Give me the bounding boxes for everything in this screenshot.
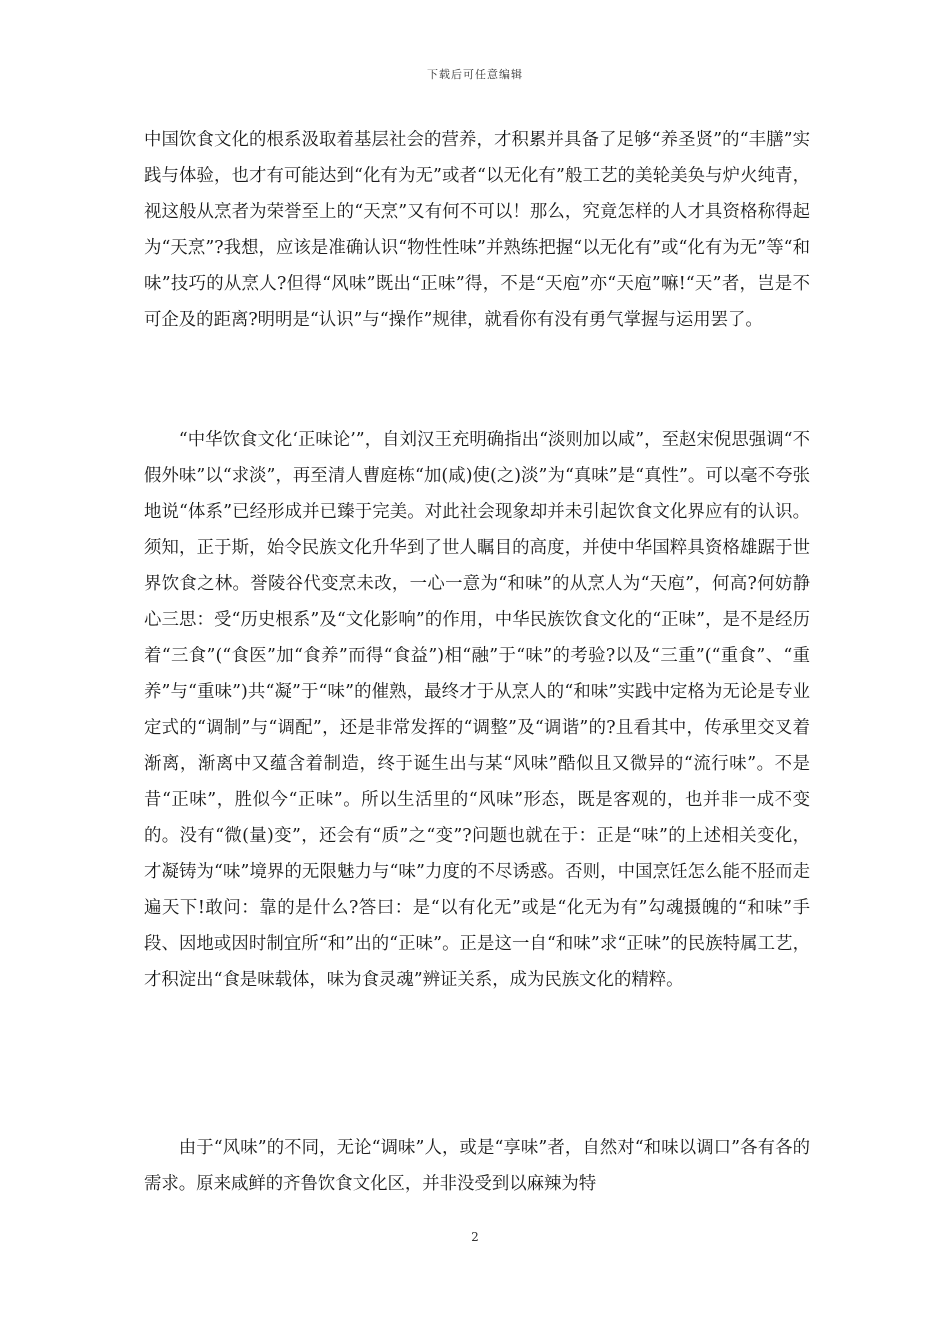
page-header: 下载后可任意编辑	[427, 68, 523, 81]
paragraph-2: “中华饮食文化‘正味论’”，自刘汉王充明确指出“淡则加以咸”，至赵宋倪思强调“不假外味”以“求淡”，再至清人曹庭栋“加(咸)使(之)淡”为“真味”是“真性”。可以毫不夸张地说“体系”已经形成并已臻于完美。对此社会现象却并未引起饮食文化界应有的认识。须知，正于斯，始令民族文化升华到了世人瞩目的高度，并使中华国粹具资格雄踞于世界饮食之林。誉陵谷代变烹未改，一心一意为“和味”的从烹人为“天庖”，何高?何妨静心三思：受“历史根系”及“文化影响”的作用，中华民族饮食文化的“正味”，是不是经历着“三食”(“食医”加“食养”而得“食益”)相“融”于“味”的考验?以及“三重”(“重食”、“重养”与“重味”)共“凝”于“味”的催熟，最终才于从烹人的“和味”实践中定格为无论是专业定式的“调制”与“调配”，还是非常发挥的“调整”及“调谐”的?且看其中，传承里交叉着渐离，渐离中又蕴含着制造，终于诞生出与某“风味”酷似且又微异的“流行味”。不是昔“正味”，胜似今“正味”。所以生活里的“风味”形态，既是客观的，也并非一成不变的。没有“微(量)变”，还会有“质”之“变”?问题也就在于：正是“味”的上述相关变化，才凝铸为“味”境界的无限魅力与“味”力度的不尽诱惑。否则，中国烹饪怎么能不胫而走遍天下!敢问：靠的是什么?答曰：是“以有化无”或是“化无为有”勾魂摄魄的“和味”手段、因地或因时制宜所“和”出的“正味”。正是这一自“和味”求“正味”的民族特属工艺，才积淀出“食是味载体，味为食灵魂”辨证关系，成为民族文化的精粹。	[144, 430, 810, 990]
paragraph-3: 由于“风味”的不同，无论“调味”人，或是“享味”者，自然对“和味以调口”各有各的需求。原来咸鲜的齐鲁饮食文化区，并非没受到以麻辣为特	[144, 1138, 810, 1194]
body-text-block-1	[144, 122, 810, 338]
body-text-block-2	[144, 422, 810, 998]
paragraph-1: 中国饮食文化的根系汲取着基层社会的营养，才积累并具备了足够“养圣贤”的“丰膳”实践与体验，也才有可能达到“化有为无”或者“以无化有”般工艺的美轮美奂与炉火纯青，视这般从烹者为荣誉至上的“天烹”又有何不可以！那么，究竟怎样的人才具资格称得起为“天烹”?我想，应该是准确认识“物性性味”并熟练把握“以无化有”或“化有为无”等“和味”技巧的从烹人?但得“风味”既出“正味”得，不是“天庖”亦“天庖”嘛!“天”者，岂是不可企及的距离?明明是“认识”与“操作”规律，就看你有没有勇气掌握与运用罢了。	[144, 130, 810, 330]
page-number: 2	[471, 1230, 479, 1244]
body-text-block-3	[144, 1130, 810, 1202]
